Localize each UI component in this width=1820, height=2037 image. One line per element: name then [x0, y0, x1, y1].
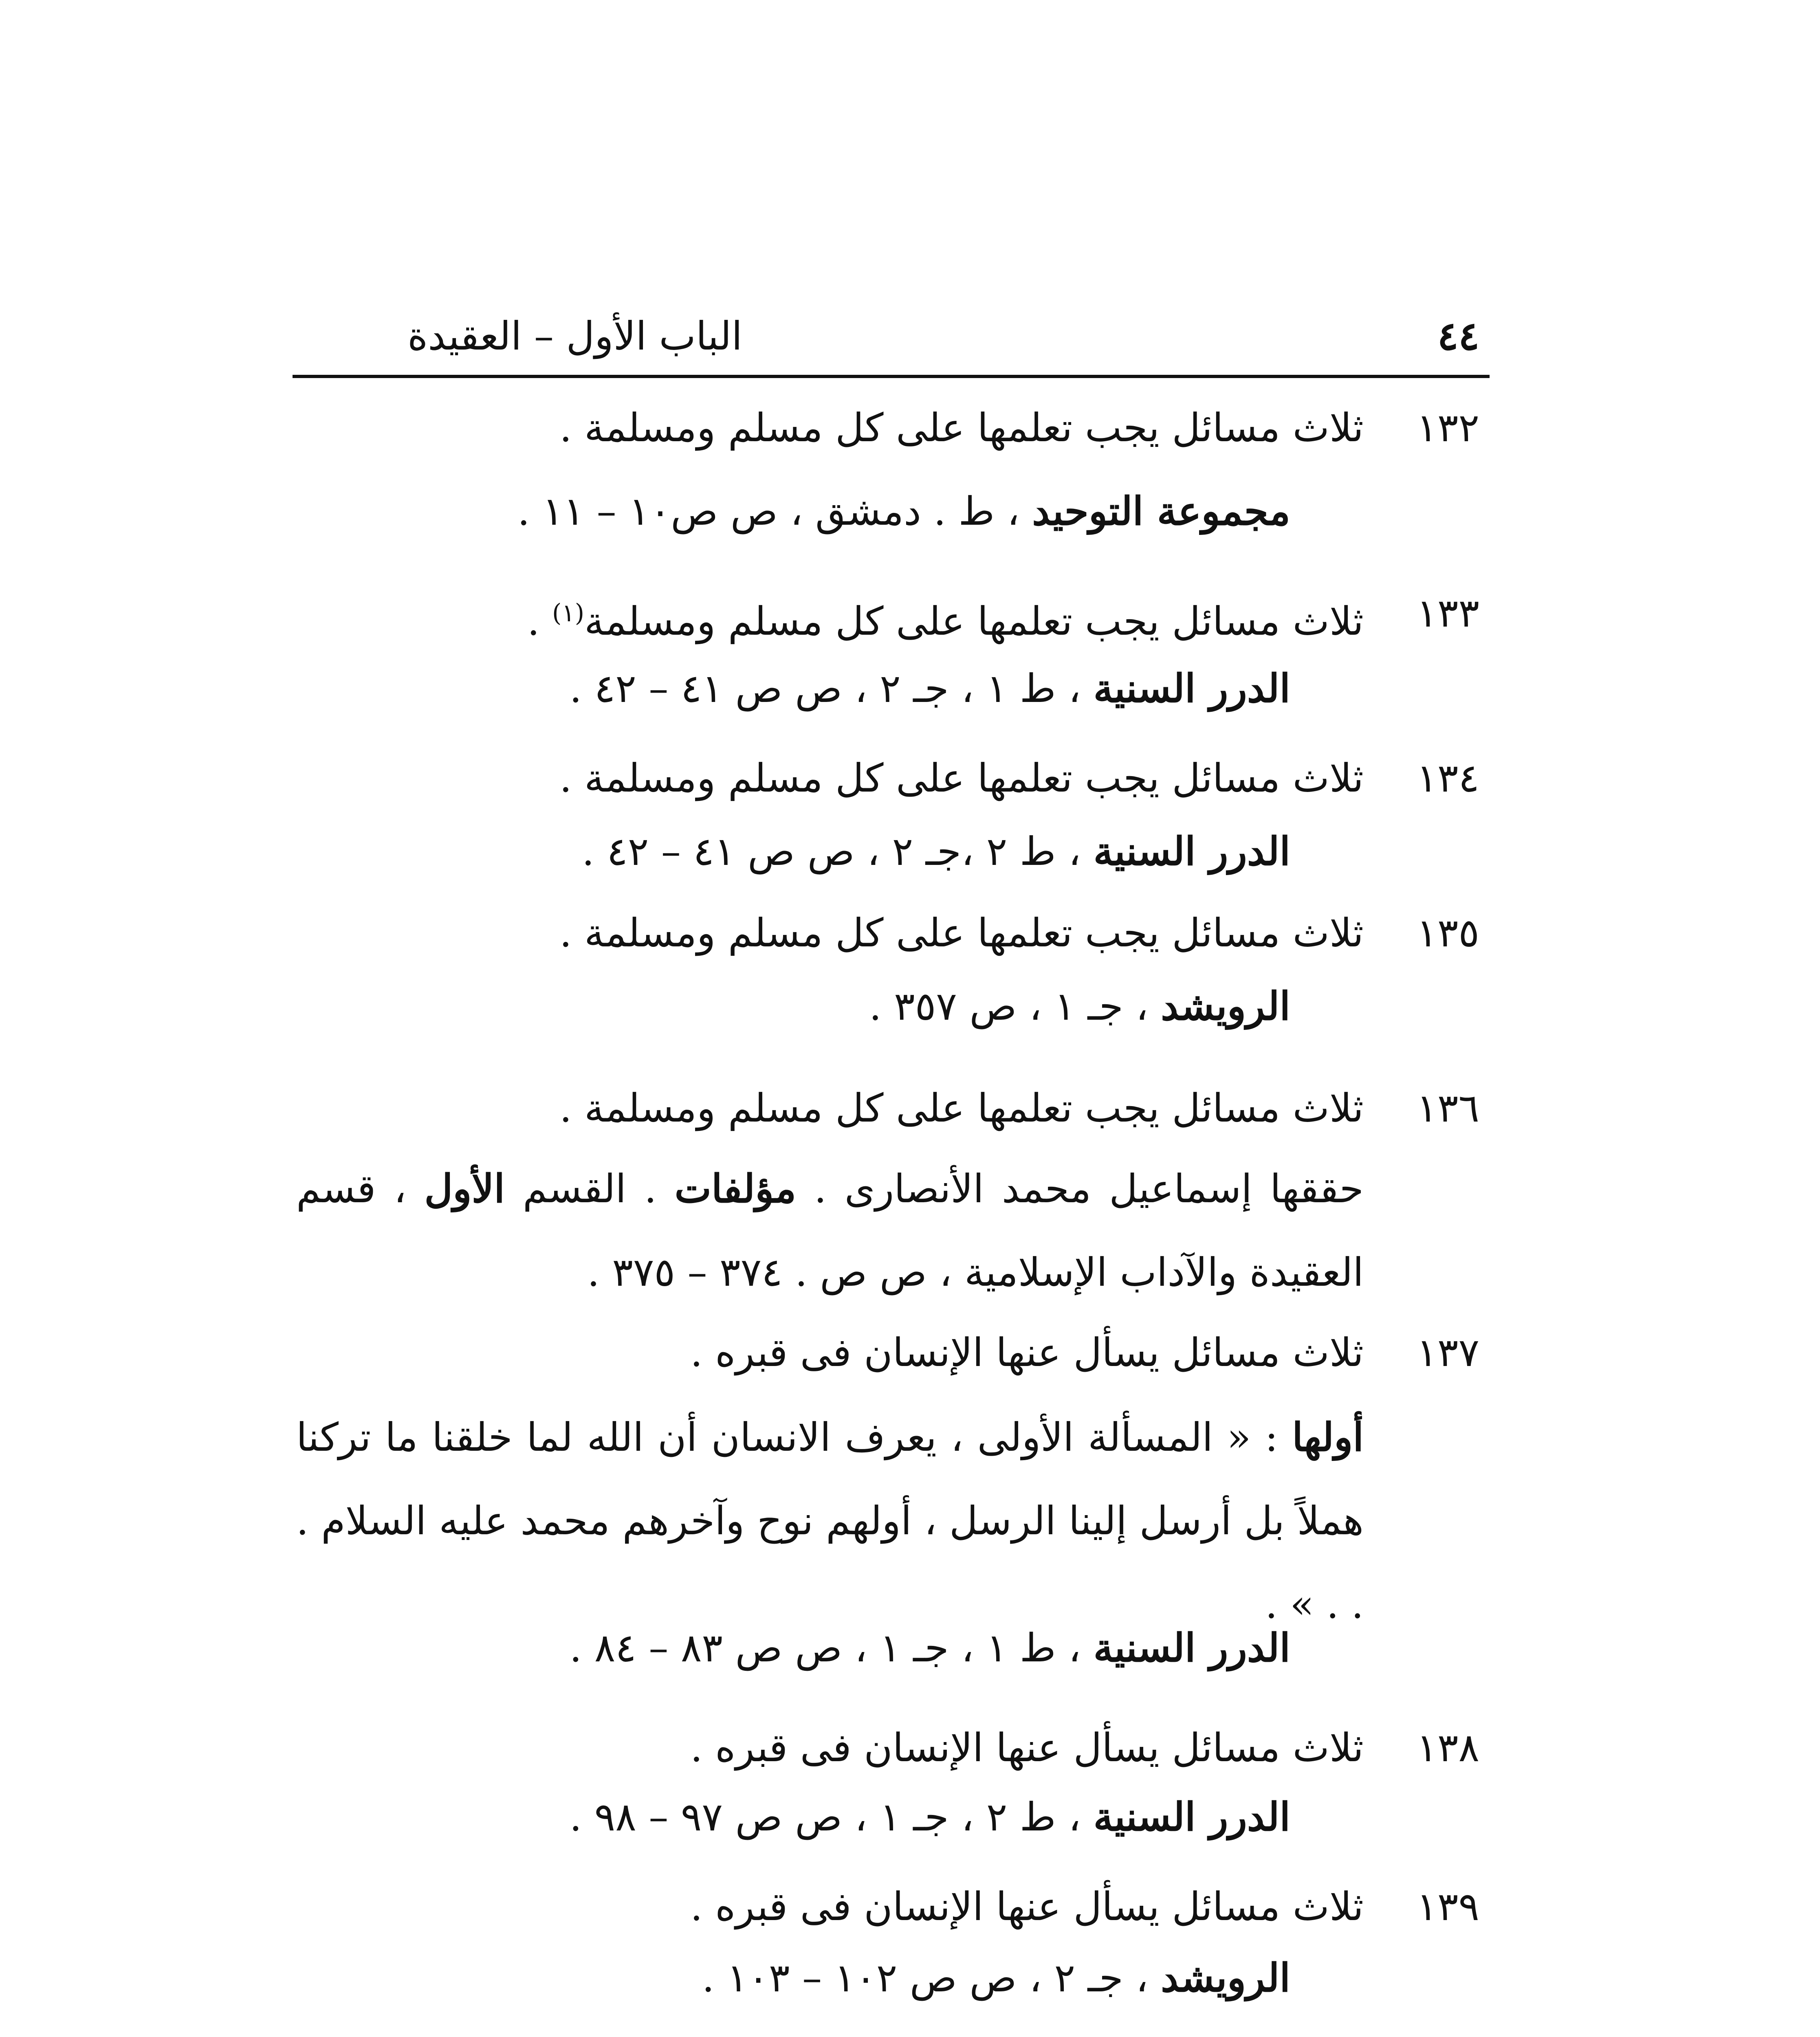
entry-title: ثلاث مسائل يجب تعلمها على كل مسلم ومسلمة . [559, 405, 1364, 451]
entry-source [869, 980, 1290, 1033]
footnote-marker: (١) [552, 599, 585, 627]
source-details: ، ط ١ ، جـ ٢ ، ص ص ٤١ – ٤٢ . [569, 666, 1094, 711]
body-text: ، قسم العقيدة والآداب الإسلامية ، ص ص . ٣٧٤ – ٣٧٥ . [296, 1166, 1364, 1295]
source-work: الدرر السنية [1093, 828, 1290, 874]
entry-source [570, 1791, 1290, 1843]
entry-title: ثلاث مسائل يجب تعلمها على كل مسلم ومسلمة . [559, 910, 1364, 956]
entry-body [296, 1147, 1364, 1314]
source-details: ، جـ ١ ، ص ٣٥٧ . [869, 983, 1161, 1029]
source-details: ، جـ ٢ ، ص ص ١٠٢ – ١٠٣ . [702, 1955, 1161, 2001]
page-number: ٤٤ [1437, 313, 1479, 359]
entry-number: ١٣٨ [1416, 1725, 1479, 1771]
entry-number: ١٣٢ [1416, 405, 1479, 451]
entry-number: ١٣٤ [1416, 755, 1479, 801]
entry-number: ١٣٣ [1416, 590, 1479, 636]
entry-source [570, 1621, 1290, 1674]
entry-number: ١٣٧ [1416, 1330, 1479, 1375]
header-rule [293, 375, 1490, 378]
source-details: ، ط . دمشق ، ص ص١٠ – ١١ . [517, 488, 1032, 534]
source-work: الدرر السنية [1093, 665, 1290, 711]
source-details: ، ط ١ ، جـ ١ ، ص ص ٨٣ – ٨٤ . [569, 1625, 1094, 1671]
entry-source [570, 662, 1290, 715]
source-details: ، ط ٢ ، جـ ١ ، ص ص ٩٧ – ٩٨ . [569, 1794, 1094, 1840]
entry-title: ثلاث مسائل يجب تعلمها على كل مسلم ومسلمة . [559, 755, 1364, 801]
source-work: الرويشد [1161, 1955, 1290, 2001]
source-work: الرويشد [1161, 983, 1290, 1029]
entry-title [527, 587, 1364, 648]
entry-source [517, 485, 1290, 538]
entry-number: ١٣٥ [1416, 910, 1479, 956]
source-details: ، ط ٢ ،جـ ٢ ، ص ص ٤١ – ٤٢ . [582, 829, 1094, 874]
entry-number: ١٣٩ [1416, 1884, 1479, 1929]
entry-quote [296, 1395, 1364, 1646]
entry-title: ثلاث مسائل يسأل عنها الإنسان فى قبره . [690, 1725, 1364, 1771]
entry-title: ثلاث مسائل يجب تعلمها على كل مسلم ومسلمة . [559, 1085, 1364, 1131]
source-work: مؤلفات [674, 1166, 797, 1212]
quote-label: أولها [1292, 1414, 1364, 1460]
entry-source [582, 825, 1290, 878]
entry-title: ثلاث مسائل يسأل عنها الإنسان فى قبره . [690, 1330, 1364, 1375]
entry-title: ثلاث مسائل يسأل عنها الإنسان فى قبره . [690, 1884, 1364, 1929]
entry-source [702, 1951, 1290, 2004]
entry-title-text: ثلاث مسائل يجب تعلمها على كل مسلم ومسلمة [584, 598, 1364, 644]
source-work: الدرر السنية [1093, 1625, 1290, 1671]
entry-number: ١٣٦ [1416, 1085, 1479, 1131]
body-text: حققها إسماعيل محمد الأنصارى . [796, 1166, 1364, 1212]
source-work: مجموعة التوحيد [1032, 488, 1290, 534]
body-text: . القسم [505, 1166, 675, 1212]
entry-title-end: . [527, 598, 552, 644]
quote-text: : « المسألة الأولى ، يعرف الانسان أن الله لما خلقنا ما تركنا هملاً بل أرسل إلينا الرسل ، أولهم نوح وآخرهم محمد عليه السلام . . . » . [296, 1414, 1364, 1627]
running-header-title: الباب الأول – العقيدة [407, 313, 743, 359]
source-work: الدرر السنية [1093, 1794, 1290, 1840]
section-label: الأول [424, 1166, 505, 1212]
